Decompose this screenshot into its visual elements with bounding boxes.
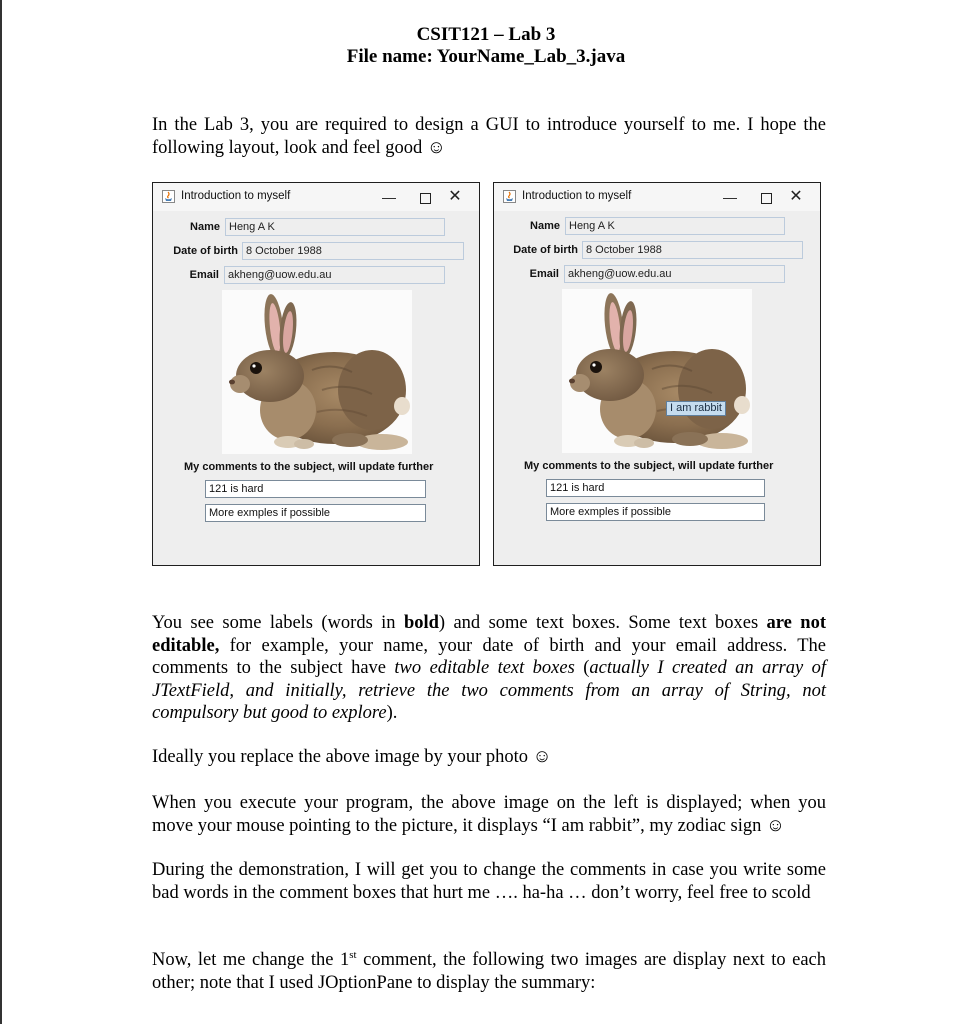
maximize-icon bbox=[420, 193, 431, 204]
page-left-border bbox=[0, 0, 2, 1024]
minimize-button[interactable]: — bbox=[382, 189, 396, 205]
rabbit-image bbox=[562, 289, 752, 453]
comments-label: My comments to the subject, will update further bbox=[524, 460, 774, 472]
window-titlebar[interactable] bbox=[494, 183, 820, 211]
java-icon bbox=[503, 190, 516, 203]
close-button[interactable]: ✕ bbox=[789, 188, 803, 205]
window-title: Introduction to myself bbox=[181, 190, 291, 202]
comment-field-2[interactable]: More exmples if possible bbox=[205, 504, 426, 522]
comments-label: My comments to the subject, will update further bbox=[184, 461, 434, 473]
java-icon bbox=[162, 190, 175, 203]
maximize-button[interactable] bbox=[754, 187, 778, 207]
lab-title: CSIT121 – Lab 3 bbox=[416, 24, 556, 45]
comment-field-1[interactable]: 121 is hard bbox=[205, 480, 426, 498]
dob-field: 8 October 1988 bbox=[582, 241, 803, 259]
maximize-button[interactable] bbox=[413, 187, 437, 207]
change-comment-paragraph: Now, let me change the 1st comment, the following two images are display next to each other; note that I used JOptionPane to display the summary: bbox=[152, 948, 826, 993]
comment-field-2[interactable]: More exmples if possible bbox=[546, 503, 765, 521]
replace-photo-paragraph: Ideally you replace the above image by your photo ☺ bbox=[152, 747, 552, 767]
rabbit-image bbox=[222, 290, 412, 454]
name-field: Heng A K bbox=[225, 218, 445, 236]
labels-explanation-paragraph: You see some labels (words in bold) and some text boxes. Some text boxes are not editable, for example, your name, your date of birth and your email address. The comments to the subject have two editable text boxes (actually I created an array of JTextField, and initially, retrieve the two comments from an array of String, not compulsory but good to explore). bbox=[152, 613, 826, 723]
dob-label: Date of birth bbox=[513, 244, 578, 256]
intro-window-right bbox=[493, 182, 821, 566]
name-label: Name bbox=[530, 220, 560, 232]
email-field: akheng@uow.edu.au bbox=[564, 265, 785, 283]
dob-field: 8 October 1988 bbox=[242, 242, 464, 260]
email-label: Email bbox=[189, 269, 219, 281]
file-name-heading: File name: YourName_Lab_3.java bbox=[346, 46, 626, 67]
close-button[interactable]: ✕ bbox=[448, 188, 462, 205]
demonstration-paragraph: During the demonstration, I will get you to change the comments in case you write some bad words in the comment boxes that hurt me …. ha-ha … don’t worry, feel free to scold bbox=[152, 860, 826, 903]
name-field: Heng A K bbox=[565, 217, 785, 235]
email-field: akheng@uow.edu.au bbox=[224, 266, 445, 284]
name-label: Name bbox=[190, 221, 220, 233]
rabbit-photo[interactable] bbox=[222, 290, 412, 454]
comment-field-1[interactable]: 121 is hard bbox=[546, 479, 765, 497]
window-title: Introduction to myself bbox=[522, 190, 632, 202]
rabbit-tooltip: I am rabbit bbox=[666, 401, 726, 416]
mouse-hover-paragraph: When you execute your program, the above image on the left is displayed; when you move your mouse pointing to the picture, it displays “I am rabbit”, my zodiac sign ☺ bbox=[152, 793, 826, 836]
intro-paragraph: In the Lab 3, you are required to design a GUI to introduce yourself to me. I hope the following layout, look and feel good ☺ bbox=[152, 115, 826, 158]
rabbit-photo[interactable] bbox=[562, 289, 752, 453]
intro-window-left bbox=[152, 182, 480, 566]
email-label: Email bbox=[529, 268, 559, 280]
dob-label: Date of birth bbox=[173, 245, 238, 257]
window-titlebar[interactable] bbox=[153, 183, 479, 211]
minimize-button[interactable]: — bbox=[723, 189, 737, 205]
maximize-icon bbox=[761, 193, 772, 204]
